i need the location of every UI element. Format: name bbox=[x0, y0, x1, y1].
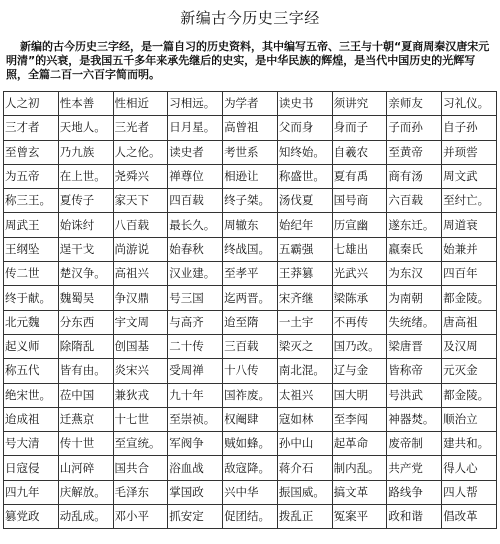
verse-cell: 皆有由。 bbox=[58, 359, 113, 383]
verse-cell: 三百载 bbox=[223, 334, 278, 358]
verse-table-body bbox=[4, 92, 497, 529]
verse-row bbox=[4, 310, 497, 334]
verse-cell: 国号商 bbox=[332, 189, 387, 213]
verse-row bbox=[4, 383, 497, 407]
verse-cell: 三光者 bbox=[113, 116, 168, 140]
verse-cell: 受周禅 bbox=[168, 359, 223, 383]
verse-cell: 军阀争 bbox=[168, 432, 223, 456]
verse-cell: 考世系 bbox=[223, 140, 278, 164]
verse-cell: 周武王 bbox=[4, 213, 59, 237]
verse-cell: 商有汤 bbox=[387, 164, 442, 188]
verse-row bbox=[4, 237, 497, 261]
verse-cell: 四人帮 bbox=[442, 480, 497, 504]
verse-cell: 历宣幽 bbox=[332, 213, 387, 237]
verse-row bbox=[4, 480, 497, 504]
verse-cell: 为东汉 bbox=[387, 262, 442, 286]
verse-cell: 路线争 bbox=[387, 480, 442, 504]
verse-cell: 性相近 bbox=[113, 92, 168, 116]
verse-cell: 习相远。 bbox=[168, 92, 223, 116]
verse-cell: 五霸强 bbox=[277, 237, 332, 261]
verse-cell: 起革命 bbox=[332, 432, 387, 456]
verse-cell: 六百载 bbox=[387, 189, 442, 213]
verse-cell: 夏有禹 bbox=[332, 164, 387, 188]
verse-cell: 太祖兴 bbox=[277, 383, 332, 407]
verse-row bbox=[4, 334, 497, 358]
verse-row bbox=[4, 262, 497, 286]
verse-cell: 神器焚。 bbox=[387, 407, 442, 431]
verse-row bbox=[4, 286, 497, 310]
verse-cell: 辽与金 bbox=[332, 359, 387, 383]
verse-cell: 促团结。 bbox=[223, 505, 278, 529]
verse-cell: 周文武 bbox=[442, 164, 497, 188]
intro-paragraph: 新编的古今历史三字经，是一篇自习的历史资料，其中编写五帝、三王与十朝“夏商周秦汉唐宋元明清”的兴衰，是我国五千多年来承先继后的史实，是中华民族的辉煌，是当代中国历史的光辉写照，全篇二百一六百字简而明。 bbox=[6, 40, 490, 81]
verse-cell: 号洪武 bbox=[387, 383, 442, 407]
verse-cell: 元灭金 bbox=[442, 359, 497, 383]
verse-cell: 创国基 bbox=[113, 334, 168, 358]
verse-cell: 周道衰 bbox=[442, 213, 497, 237]
document-title: 新编古今历史三字经 bbox=[180, 9, 320, 27]
verse-cell: 山河碎 bbox=[58, 456, 113, 480]
verse-cell: 二十传 bbox=[168, 334, 223, 358]
verse-cell: 家天下 bbox=[113, 189, 168, 213]
verse-cell: 分东西 bbox=[58, 310, 113, 334]
verse-cell: 迨成祖 bbox=[4, 407, 59, 431]
verse-cell: 南北混。 bbox=[277, 359, 332, 383]
verse-cell: 至宣统。 bbox=[113, 432, 168, 456]
verse-cell: 与高齐 bbox=[168, 310, 223, 334]
verse-cell: 一土宇 bbox=[277, 310, 332, 334]
verse-cell: 废帝制 bbox=[387, 432, 442, 456]
verse-cell: 终战国。 bbox=[223, 237, 278, 261]
verse-cell: 蒋介石 bbox=[277, 456, 332, 480]
verse-cell: 日月星。 bbox=[168, 116, 223, 140]
verse-cell: 北元魏 bbox=[4, 310, 59, 334]
verse-cell: 日寇侵 bbox=[4, 456, 59, 480]
verse-cell: 为五帝 bbox=[4, 164, 59, 188]
verse-cell: 高曾祖 bbox=[223, 116, 278, 140]
verse-cell: 都金陵。 bbox=[442, 286, 497, 310]
verse-cell: 国大明 bbox=[332, 383, 387, 407]
verse-row bbox=[4, 359, 497, 383]
verse-cell: 读史者 bbox=[168, 140, 223, 164]
verse-cell: 禅尊位 bbox=[168, 164, 223, 188]
verse-cell: 遂东迁。 bbox=[387, 213, 442, 237]
verse-cell: 号大清 bbox=[4, 432, 59, 456]
verse-cell: 人之初 bbox=[4, 92, 59, 116]
verse-grid bbox=[3, 91, 497, 544]
verse-cell: 邓小平 bbox=[113, 505, 168, 529]
verse-row bbox=[4, 164, 497, 188]
verse-cell: 称盛世。 bbox=[277, 164, 332, 188]
verse-cell: 光武兴 bbox=[332, 262, 387, 286]
verse-cell: 周辙东 bbox=[223, 213, 278, 237]
verse-cell: 至崇祯。 bbox=[168, 407, 223, 431]
verse-row bbox=[4, 432, 497, 456]
verse-cell: 亲师友 bbox=[387, 92, 442, 116]
verse-cell: 相逊让 bbox=[223, 164, 278, 188]
verse-cell: 兼狄戎 bbox=[113, 383, 168, 407]
verse-cell: 读史书 bbox=[277, 92, 332, 116]
verse-cell: 不再传 bbox=[332, 310, 387, 334]
verse-cell: 八百载 bbox=[113, 213, 168, 237]
verse-cell: 王莽篡 bbox=[277, 262, 332, 286]
verse-cell: 迁燕京 bbox=[58, 407, 113, 431]
verse-row bbox=[4, 116, 497, 140]
verse-cell: 至曾玄 bbox=[4, 140, 59, 164]
verse-cell: 须讲究 bbox=[332, 92, 387, 116]
verse-cell: 迨至隋 bbox=[223, 310, 278, 334]
verse-cell: 习礼仪。 bbox=[442, 92, 497, 116]
verse-cell: 始春秋 bbox=[168, 237, 223, 261]
verse-cell: 并顼喾 bbox=[442, 140, 497, 164]
verse-cell: 王纲坠 bbox=[4, 237, 59, 261]
verse-cell: 自子孙 bbox=[442, 116, 497, 140]
verse-cell: 三才者 bbox=[4, 116, 59, 140]
verse-cell: 楚汉争。 bbox=[58, 262, 113, 286]
verse-cell: 毛泽东 bbox=[113, 480, 168, 504]
verse-cell: 为学者 bbox=[223, 92, 278, 116]
verse-cell: 浴血战 bbox=[168, 456, 223, 480]
verse-cell: 唐高祖 bbox=[442, 310, 497, 334]
verse-cell: 汤伐夏 bbox=[277, 189, 332, 213]
verse-cell: 莅中国 bbox=[58, 383, 113, 407]
verse-cell: 最长久。 bbox=[168, 213, 223, 237]
verse-cell: 号三国 bbox=[168, 286, 223, 310]
verse-cell: 寇如林 bbox=[277, 407, 332, 431]
verse-cell: 四百载 bbox=[168, 189, 223, 213]
verse-row bbox=[4, 189, 497, 213]
verse-cell: 搞文革 bbox=[332, 480, 387, 504]
verse-cell: 十八传 bbox=[223, 359, 278, 383]
verse-row bbox=[4, 407, 497, 431]
verse-cell: 为南朝 bbox=[387, 286, 442, 310]
verse-cell: 制内乱。 bbox=[332, 456, 387, 480]
verse-table bbox=[3, 91, 497, 529]
verse-cell: 在上世。 bbox=[58, 164, 113, 188]
verse-cell: 共产党 bbox=[387, 456, 442, 480]
verse-cell: 乃九族 bbox=[58, 140, 113, 164]
verse-cell: 至李闯 bbox=[332, 407, 387, 431]
verse-cell: 逞干戈 bbox=[58, 237, 113, 261]
verse-cell: 至黄帝 bbox=[387, 140, 442, 164]
verse-cell: 终子桀。 bbox=[223, 189, 278, 213]
verse-cell: 性本善 bbox=[58, 92, 113, 116]
verse-cell: 知终始。 bbox=[277, 140, 332, 164]
verse-cell: 国共合 bbox=[113, 456, 168, 480]
verse-row bbox=[4, 140, 497, 164]
verse-cell: 四九年 bbox=[4, 480, 59, 504]
verse-cell: 称三王。 bbox=[4, 189, 59, 213]
verse-cell: 梁灭之 bbox=[277, 334, 332, 358]
verse-cell: 绝宋世。 bbox=[4, 383, 59, 407]
verse-cell: 抓安定 bbox=[168, 505, 223, 529]
verse-cell: 权阉肆 bbox=[223, 407, 278, 431]
verse-cell: 兴中华 bbox=[223, 480, 278, 504]
verse-cell: 四百年 bbox=[442, 262, 497, 286]
verse-cell: 子而孙 bbox=[387, 116, 442, 140]
verse-cell: 梁陈承 bbox=[332, 286, 387, 310]
verse-row bbox=[4, 456, 497, 480]
verse-cell: 天地人。 bbox=[58, 116, 113, 140]
verse-cell: 尚游说 bbox=[113, 237, 168, 261]
verse-cell: 宇文周 bbox=[113, 310, 168, 334]
verse-cell: 自羲农 bbox=[332, 140, 387, 164]
verse-cell: 人之伦。 bbox=[113, 140, 168, 164]
verse-cell: 始兼并 bbox=[442, 237, 497, 261]
verse-cell: 冤案平 bbox=[332, 505, 387, 529]
verse-cell: 篡党政 bbox=[4, 505, 59, 529]
verse-cell: 动乱成。 bbox=[58, 505, 113, 529]
verse-cell: 失统绪。 bbox=[387, 310, 442, 334]
verse-cell: 贼如蜂。 bbox=[223, 432, 278, 456]
verse-cell: 振国威。 bbox=[277, 480, 332, 504]
verse-cell: 高祖兴 bbox=[113, 262, 168, 286]
verse-cell: 孙中山 bbox=[277, 432, 332, 456]
verse-row bbox=[4, 92, 497, 116]
verse-cell: 得人心 bbox=[442, 456, 497, 480]
verse-cell: 身而子 bbox=[332, 116, 387, 140]
verse-cell: 顺治立 bbox=[442, 407, 497, 431]
verse-cell: 嬴秦氏 bbox=[387, 237, 442, 261]
verse-cell: 庆解放。 bbox=[58, 480, 113, 504]
verse-row bbox=[4, 213, 497, 237]
verse-cell: 十七世 bbox=[113, 407, 168, 431]
verse-cell: 梁唐晋 bbox=[387, 334, 442, 358]
verse-cell: 至孝平 bbox=[223, 262, 278, 286]
verse-cell: 及汉周 bbox=[442, 334, 497, 358]
verse-cell: 九十年 bbox=[168, 383, 223, 407]
verse-cell: 除隋乱 bbox=[58, 334, 113, 358]
verse-cell: 政和谐 bbox=[387, 505, 442, 529]
verse-cell: 传二世 bbox=[4, 262, 59, 286]
verse-cell: 起义师 bbox=[4, 334, 59, 358]
verse-cell: 终于献。 bbox=[4, 286, 59, 310]
verse-cell: 至纣亡。 bbox=[442, 189, 497, 213]
verse-cell: 尧舜兴 bbox=[113, 164, 168, 188]
verse-cell: 夏传子 bbox=[58, 189, 113, 213]
verse-cell: 汉业建。 bbox=[168, 262, 223, 286]
verse-cell: 争汉鼎 bbox=[113, 286, 168, 310]
verse-cell: 父而身 bbox=[277, 116, 332, 140]
verse-row bbox=[4, 505, 497, 529]
verse-cell: 皆称帝 bbox=[387, 359, 442, 383]
verse-cell: 炎宋兴 bbox=[113, 359, 168, 383]
verse-cell: 七雄出 bbox=[332, 237, 387, 261]
verse-cell: 敌寇降。 bbox=[223, 456, 278, 480]
verse-cell: 倡改革 bbox=[442, 505, 497, 529]
verse-cell: 宋齐继 bbox=[277, 286, 332, 310]
verse-cell: 掌国政 bbox=[168, 480, 223, 504]
verse-cell: 国乃改。 bbox=[332, 334, 387, 358]
verse-cell: 建共和。 bbox=[442, 432, 497, 456]
verse-cell: 传十世 bbox=[58, 432, 113, 456]
verse-cell: 始诛纣 bbox=[58, 213, 113, 237]
verse-cell: 国祚废。 bbox=[223, 383, 278, 407]
verse-cell: 拨乱正 bbox=[277, 505, 332, 529]
verse-cell: 魏蜀吴 bbox=[58, 286, 113, 310]
verse-cell: 始纪年 bbox=[277, 213, 332, 237]
verse-cell: 都金陵。 bbox=[442, 383, 497, 407]
verse-cell: 称五代 bbox=[4, 359, 59, 383]
verse-cell: 迄两晋。 bbox=[223, 286, 278, 310]
